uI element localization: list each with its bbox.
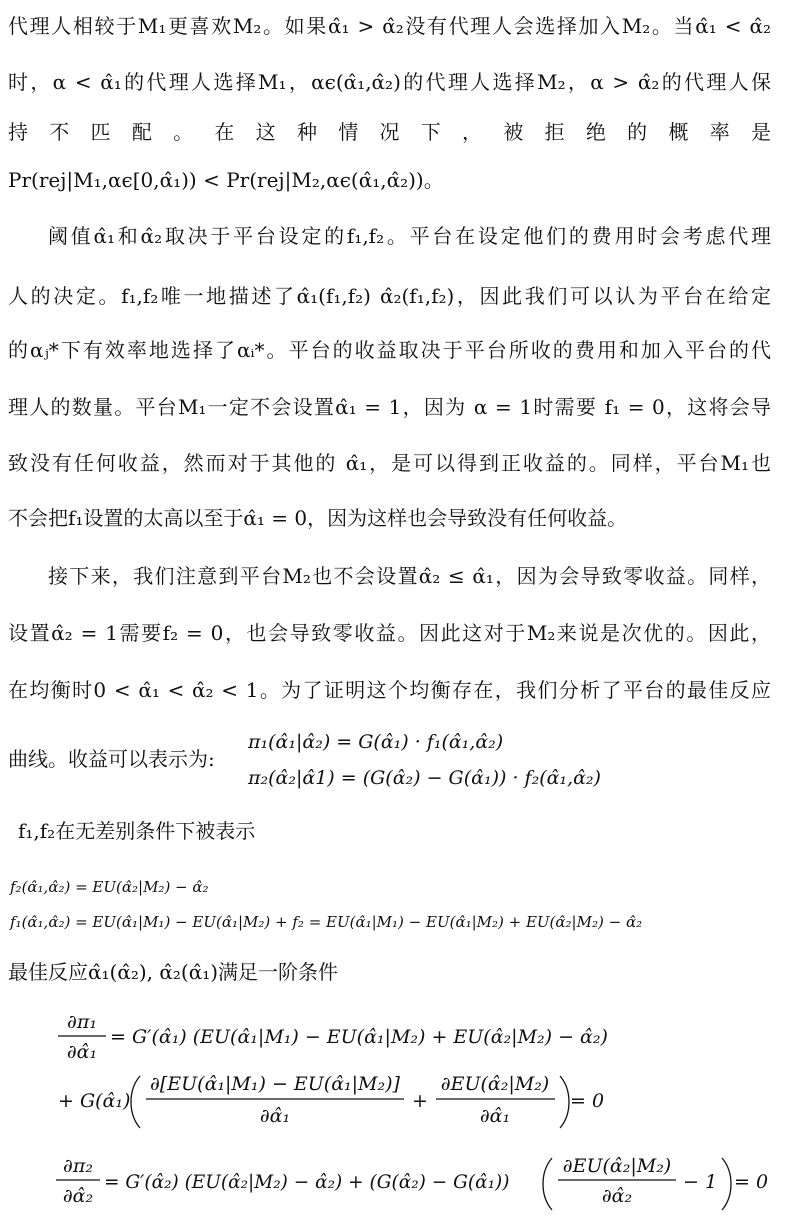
text-line-2: 时，α < α̂₁的代理人选择M₁，αϵ(α̂₁,α̂₂)的代理人选择M₂，α > α̂₂的代理人保 bbox=[8, 70, 771, 94]
foc1-lhs-denominator: ∂α̂₁ bbox=[66, 1041, 98, 1063]
paragraph-3-line-1: 接下来，我们注意到平台M₂也不会设置α̂₂ ≤ α̂₁，因为会导致零收益。同样， bbox=[48, 564, 771, 588]
paragraph-3-line-3: 在均衡时0 < α̂₁ < α̂₂ < 1。为了证明这个均衡存在，我们分析了平台的最佳反应 bbox=[8, 678, 771, 702]
equation-f1: f₁(α̂₁,α̂₂) = EU(α̂₁|M₁) − EU(α̂₁|M₂) + f₂ = EU(α̂₁|M₁) − EU(α̂₁|M₂) + EU(α̂₂|M₂) − α̂₂ bbox=[10, 913, 643, 931]
foc2-lhs-denominator: ∂α̂₂ bbox=[62, 1185, 94, 1207]
foc1-equals-zero: = 0 bbox=[570, 1090, 605, 1112]
foc2-frac-denominator: ∂α̂₂ bbox=[601, 1185, 633, 1207]
foc2-lhs-numerator: ∂π₂ bbox=[63, 1155, 93, 1177]
foc2-equals-zero: = 0 bbox=[734, 1171, 769, 1193]
text-line-4: Pr(rej|M₁,αϵ[0,α̂₁)) < Pr(rej|M₂,αϵ(α̂₁,α̂₂))。 bbox=[8, 168, 444, 192]
foc2-close-paren bbox=[722, 1158, 731, 1210]
paragraph-3-line-2: 设置α̂₂ = 1需要f₂ = 0，也会导致零收益。因此这对于M₂来说是次优的。因此， bbox=[8, 621, 771, 645]
foc1-open-paren bbox=[131, 1076, 140, 1128]
equation-f2: f₂(α̂₁,α̂₂) = EU(α̂₂|M₂) − α̂₂ bbox=[10, 878, 209, 896]
foc2-open-paren bbox=[543, 1158, 552, 1210]
foc1-plus: + bbox=[412, 1090, 428, 1112]
paragraph-3-line-4: 曲线。收益可以表示为: bbox=[8, 747, 215, 771]
paragraph-2-line-4: 理人的数量。平台M₁一定不会设置α̂₁ = 1，因为 α = 1时需要 f₁ = 0，这将会导 bbox=[8, 395, 771, 419]
text-line-best-response: 最佳反应α̂₁(α̂₂), α̂₂(α̂₁)满足一阶条件 bbox=[8, 960, 339, 984]
paragraph-2-line-6: 不会把f₁设置的太高以至于α̂₁ = 0，因为这样也会导致没有任何收益。 bbox=[8, 506, 628, 530]
text-line-f-expressed: f₁,f₂在无差别条件下被表示 bbox=[18, 819, 256, 843]
foc1-frac1-denominator: ∂α̂₁ bbox=[259, 1105, 291, 1127]
foc1-line1-rest: = G′(α̂₁) (EU(α̂₁|M₁) − EU(α̂₁|M₂) + EU(α̂₂|M₂) − α̂₂) bbox=[110, 1026, 608, 1048]
paragraph-2-line-3: 的αⱼ*下有效率地选择了αᵢ*。平台的收益取决于平台所收的费用和加入平台的代 bbox=[8, 338, 771, 362]
foc1-frac2-denominator: ∂α̂₁ bbox=[479, 1105, 511, 1127]
paragraph-2-line-1: 阈值α̂₁和α̂₂取决于平台设定的f₁,f₂。平台在设定他们的费用时会考虑代理 bbox=[48, 224, 771, 248]
equation-profit-1: π₁(α̂₁|α̂₂) = G(α̂₁) · f₁(α̂₁,α̂₂) bbox=[248, 731, 504, 753]
paragraph-2-line-2: 人的决定。f₁,f₂唯一地描述了α̂₁(f₁,f₂) α̂₂(f₁,f₂)，因此我们可以认为平台在给定 bbox=[8, 284, 771, 308]
text-line-3: 持 不 匹 配 。 在 这 种 情 况 下 ， 被 拒 绝 的 概 率 是 bbox=[8, 120, 771, 144]
foc1-frac1-numerator: ∂[EU(α̂₁|M₁) − EU(α̂₁|M₂)] bbox=[150, 1073, 400, 1095]
foc1-close-paren bbox=[560, 1076, 569, 1128]
foc2-minus-one: − 1 bbox=[683, 1171, 718, 1193]
foc1-lhs-numerator: ∂π₁ bbox=[67, 1011, 97, 1033]
paragraph-2-line-5: 致没有任何收益，然而对于其他的 α̂₁，是可以得到正收益的。同样，平台M₁也 bbox=[8, 451, 771, 475]
foc1-line2-prefix: + G(α̂₁) bbox=[58, 1090, 131, 1112]
foc1-frac2-numerator: ∂EU(α̂₂|M₂) bbox=[440, 1073, 550, 1095]
foc2-frac-numerator: ∂EU(α̂₂|M₂) bbox=[562, 1155, 672, 1177]
equation-profit-2: π₂(α̂₂|α̂1) = (G(α̂₂) − G(α̂₁)) · f₂(α̂₁,α̂₂) bbox=[248, 767, 601, 789]
text-line-1: 代理人相较于M₁更喜欢M₂。如果α̂₁ > α̂₂没有代理人会选择加入M₂。当α̂₁ < α̂₂ bbox=[8, 14, 771, 38]
foc2-middle: = G′(α̂₂) (EU(α̂₂|M₂) − α̂₂) + (G(α̂₂) − G(α̂₁)) bbox=[104, 1172, 510, 1193]
